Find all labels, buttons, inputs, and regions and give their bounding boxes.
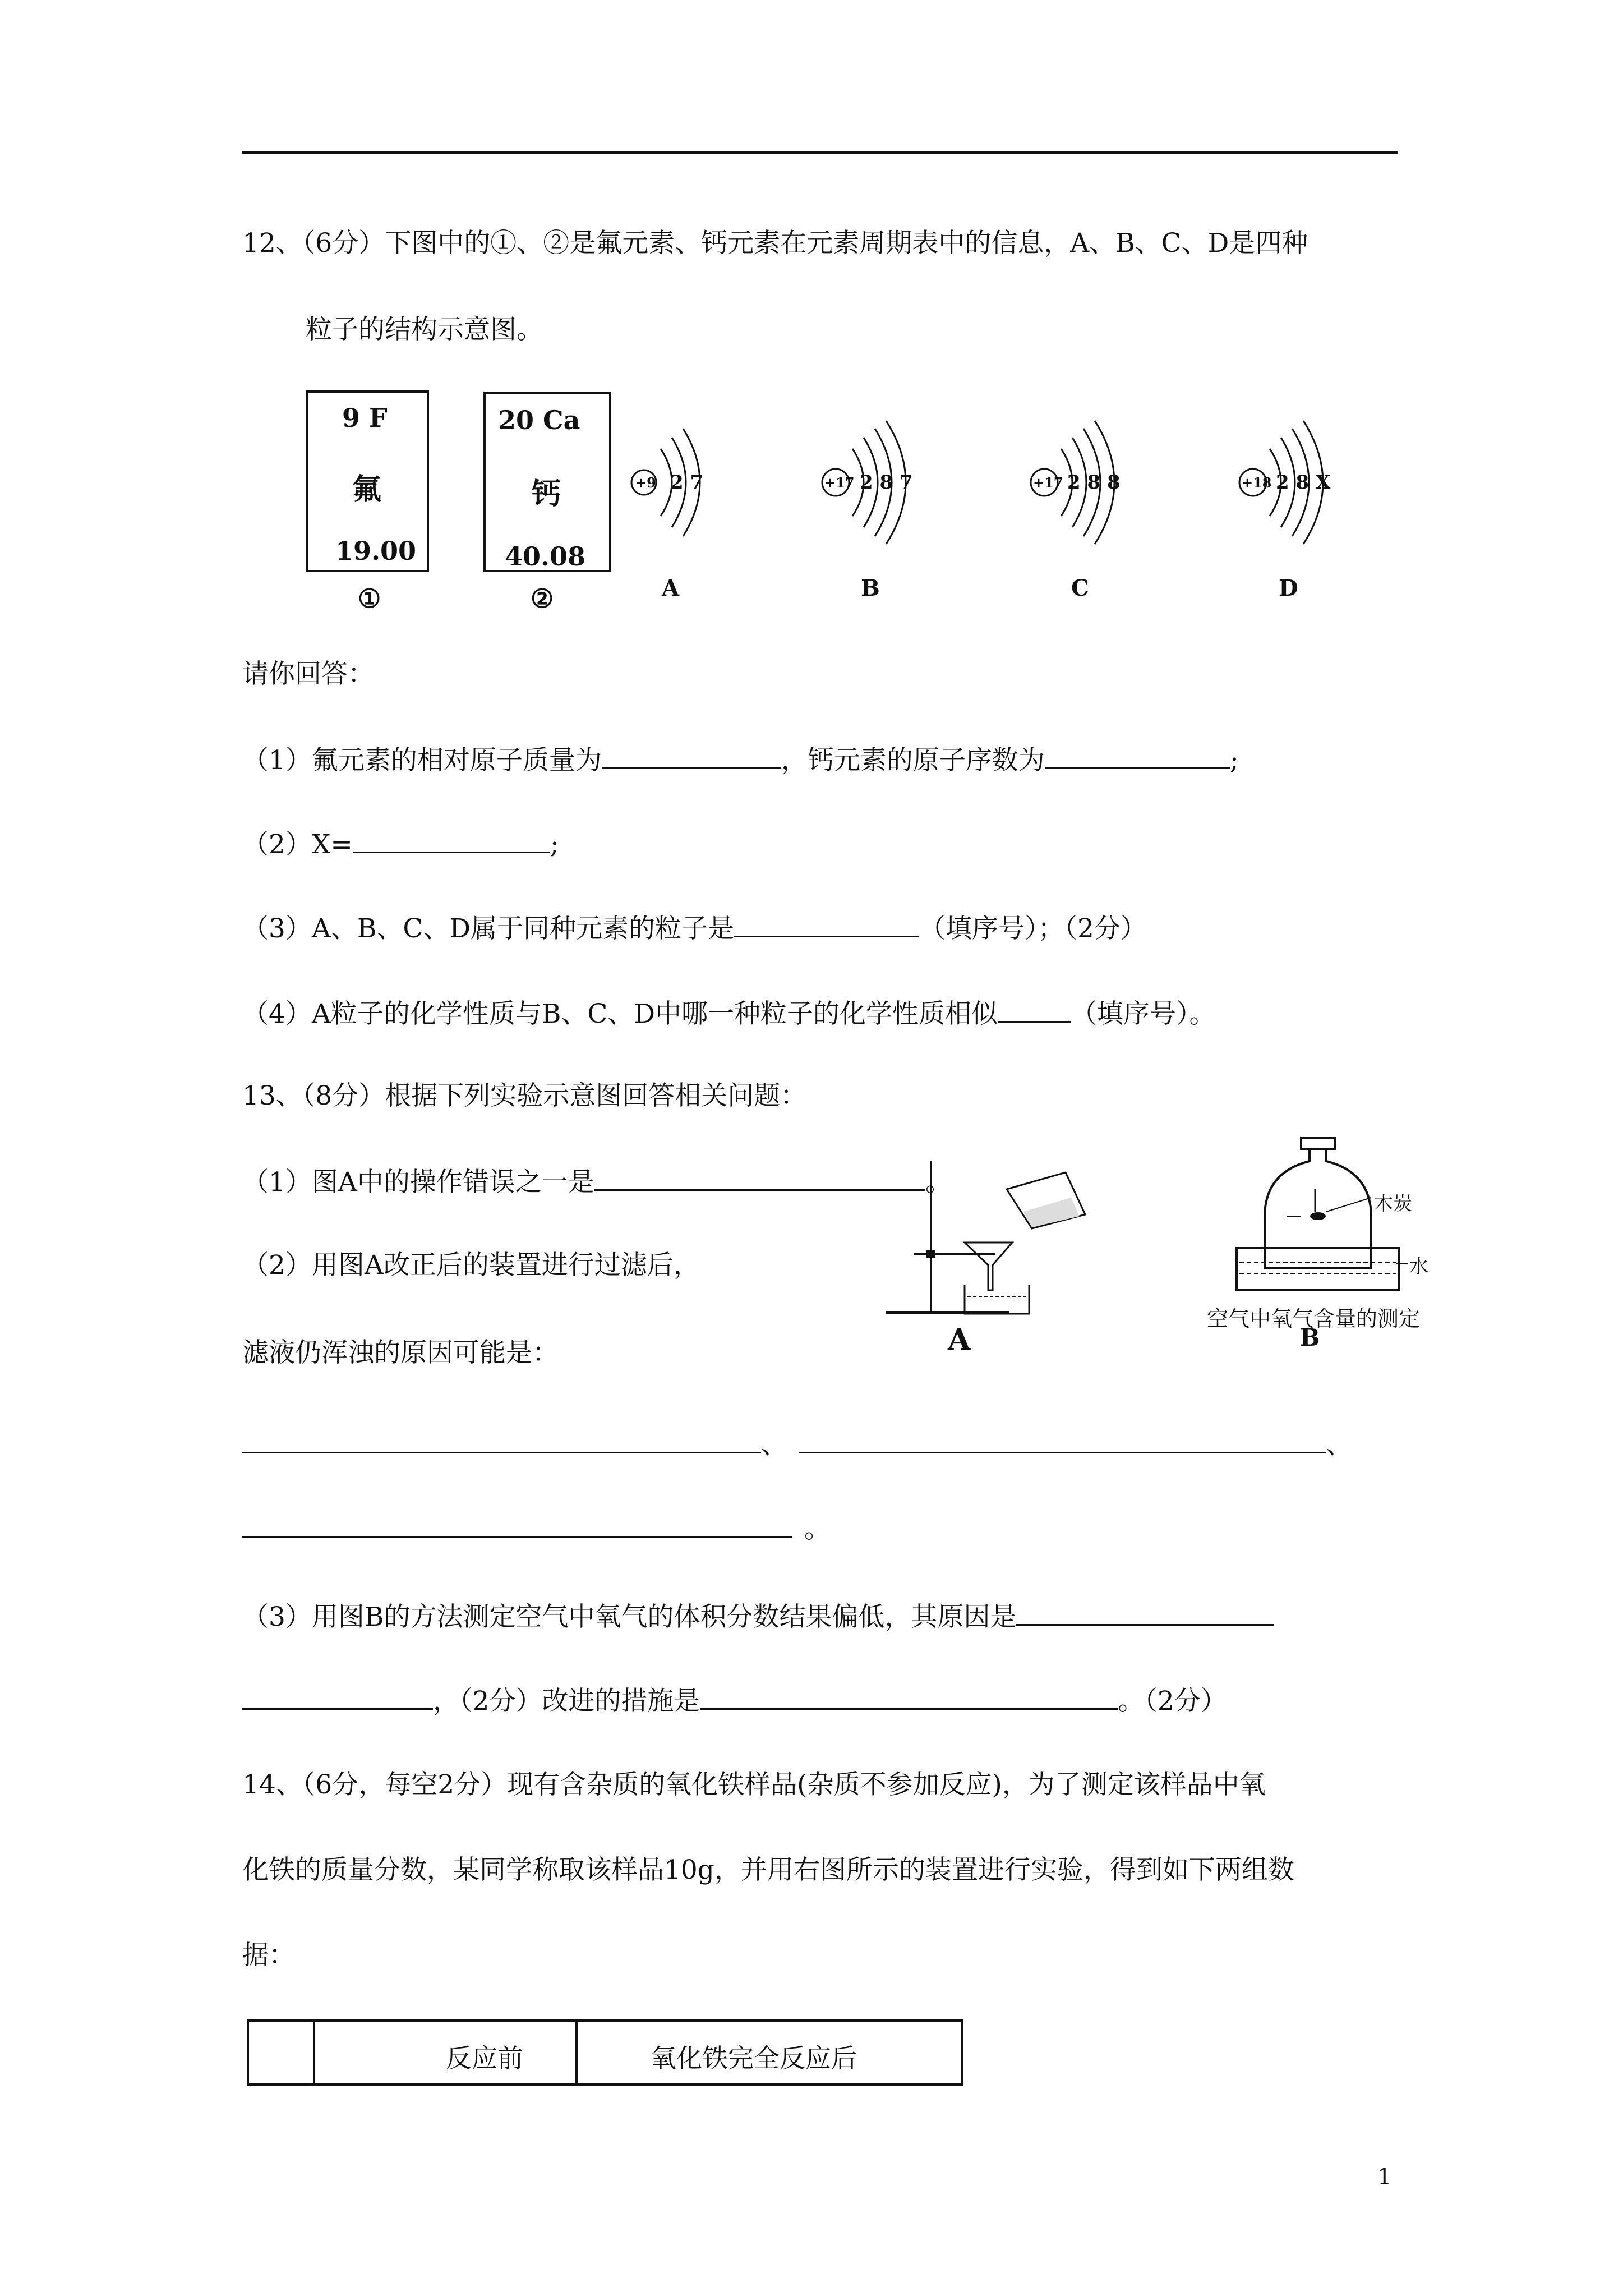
card2-name: 钙 [532, 477, 561, 511]
figure-b-label: B [1300, 1324, 1320, 1351]
answer-blank-reason-1[interactable] [242, 1429, 761, 1453]
q14-line3: 据： [242, 1940, 295, 1971]
figure-a-label: A [948, 1323, 971, 1357]
card2-label: ② [531, 583, 554, 614]
answer-blank-calcium-number[interactable] [1045, 745, 1230, 769]
figure-a-filtration [880, 1150, 1127, 1329]
q14-line1: 14、（6分，每空2分）现有含杂质的氧化铁样品(杂质不参加反应)，为了测定该样品中氧 [242, 1769, 1266, 1800]
q12-sub3-text-b: （填序号）；（2分） [919, 913, 1147, 944]
q12-line2: 粒子的结构示意图。 [306, 314, 543, 345]
particle-D-electrons: 2 8 X [1276, 471, 1331, 494]
q13-reasons-line2 [242, 1513, 831, 1542]
particle-D-label: D [1279, 575, 1298, 601]
q12-prompt: 请你回答： [242, 659, 374, 689]
data-table-cell-0 [247, 2019, 315, 2086]
answer-blank-reason-2[interactable] [799, 1429, 1326, 1453]
particle-C-nucleus: +17 [1033, 475, 1063, 491]
particle-C-electrons: 2 8 8 [1067, 471, 1121, 494]
q13-sub1-text-b: 。 [925, 1167, 952, 1198]
q12-line1: 12、（6分）下图中的①、②是氟元素、钙元素在元素周期表中的信息，A、B、C、D是四种 [242, 228, 1308, 259]
card1-name: 氟 [352, 472, 382, 507]
q13-sub2b: 滤液仍浑浊的原因可能是： [242, 1337, 559, 1368]
answer-blank-low-reason-cont[interactable] [242, 1686, 433, 1710]
q12-sub2 [242, 829, 559, 858]
card1-symbol: 9 F [342, 403, 388, 433]
figure-b-water-label: 水 [1409, 1255, 1428, 1278]
q12-sub1-text-a: （1）氟元素的相对原子质量为 [242, 745, 602, 776]
answer-blank-x[interactable] [353, 829, 550, 853]
answer-blank-improvement[interactable] [700, 1686, 1118, 1710]
answer-blank-low-reason[interactable] [1016, 1602, 1274, 1626]
page-number: 1 [1377, 2164, 1392, 2190]
particle-A-label: A [662, 575, 680, 601]
q13-reasons-line1 [242, 1429, 1352, 1458]
particle-A-electrons: 2 7 [670, 471, 704, 494]
q12-sub4-text-a: （4）A粒子的化学性质与B、C、D中哪一种粒子的化学性质相似 [242, 999, 998, 1029]
q12-sub4-text-b: （填序号）。 [1071, 999, 1216, 1029]
q12-sub1-text-b: ，钙元素的原子序数为 [781, 745, 1045, 776]
q13-sub3-line2 [242, 1686, 1227, 1717]
q14-line2: 化铁的质量分数，某同学称取该样品10g，并用右图所示的装置进行实验，得到如下两组数 [242, 1855, 1294, 1885]
card1-label: ① [358, 583, 381, 614]
q12-sub3-text-a: （3）A、B、C、D属于同种元素的粒子是 [242, 913, 735, 944]
data-table-cell-1 [313, 2019, 578, 2086]
answer-blank-fluorine-mass[interactable] [602, 745, 781, 769]
particle-B-nucleus: +17 [824, 475, 855, 491]
q13-sub1 [242, 1167, 952, 1198]
q12-sub2-text-a: （2）X= [242, 829, 353, 860]
particle-A-nucleus: +9 [635, 475, 656, 491]
answer-blank-operation-error[interactable] [594, 1167, 925, 1191]
q13-sub1-text-a: （1）图A中的操作错误之一是 [242, 1167, 594, 1198]
table-header-before: 反应前 [446, 2043, 523, 2073]
card2-symbol: 20 Ca [498, 405, 580, 435]
q13-sub3-text-c: 。（2分） [1118, 1686, 1227, 1717]
figure-b-oxygen-test [1225, 1122, 1450, 1313]
q13-end: 。 [804, 1513, 831, 1544]
q12-sub1 [242, 745, 1239, 774]
particle-diagrams [617, 393, 1346, 606]
q12-sub3 [242, 913, 1147, 942]
particle-B-label: B [861, 575, 880, 601]
answer-blank-reason-3[interactable] [242, 1513, 792, 1538]
q13-sep-2: 、 [1326, 1429, 1352, 1460]
particle-B-electrons: 2 8 7 [860, 471, 913, 494]
q13-sub3 [242, 1602, 1274, 1630]
q13-sub3-text-a: （3）用图B的方法测定空气中氧气的体积分数结果偏低，其原因是 [242, 1602, 1017, 1632]
table-header-after: 氧化铁完全反应后 [651, 2043, 857, 2073]
card2-mass: 40.08 [505, 541, 586, 572]
q13-sub3-text-b: ，（2分）改进的措施是 [433, 1686, 700, 1717]
q13-title: 13、（8分）根据下列实验示意图回答相关问题： [242, 1080, 807, 1111]
particle-D-nucleus: +18 [1242, 475, 1272, 491]
q12-sub2-text-b: ; [550, 829, 559, 860]
answer-blank-same-element[interactable] [734, 913, 919, 937]
figure-b-charcoal-label: 木炭 [1374, 1193, 1412, 1215]
figure-b-caption: 空气中氧气含量的测定 [1207, 1306, 1421, 1331]
q13-sub2: （2）用图A改正后的装置进行过滤后， [242, 1250, 700, 1281]
answer-blank-similar-particle[interactable] [998, 999, 1071, 1023]
header-rule [242, 151, 1398, 154]
q12-sub1-text-c: ; [1229, 745, 1239, 776]
q12-sub4 [242, 999, 1216, 1027]
q13-sep-1: 、 [761, 1429, 787, 1460]
particle-C-label: C [1071, 575, 1089, 601]
card1-mass: 19.00 [335, 536, 417, 566]
